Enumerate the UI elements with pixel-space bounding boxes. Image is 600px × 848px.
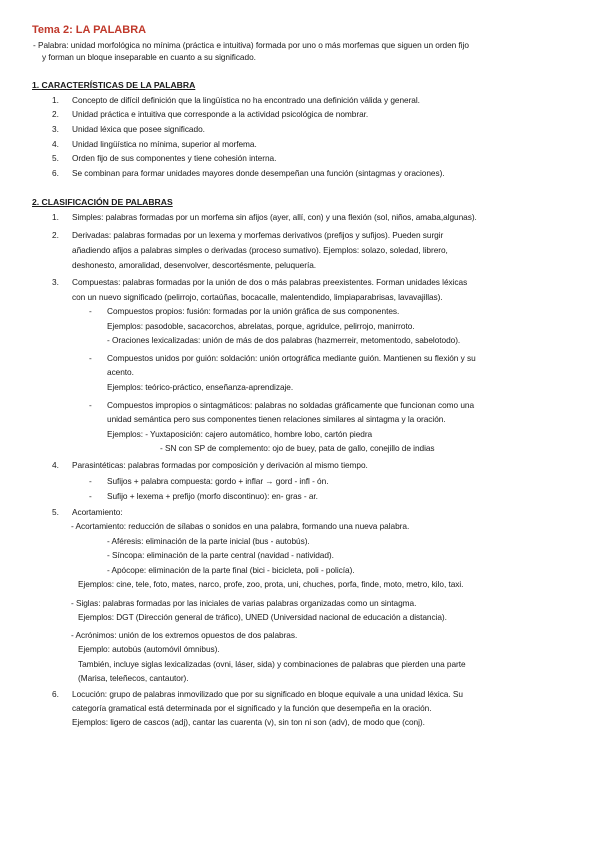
intro-line: y forman un bloque inseparable en cuanto a su significado. [42, 52, 256, 62]
text-line: Sufijos + palabra compuesta: gordo + inflar → gord - infl - ón. [107, 476, 329, 486]
text-line: También, incluye siglas lexicalizadas (ovni, láser, sida) y combinaciones de palabras que pierden una parte [78, 659, 466, 669]
text-line: Simples: palabras formadas por un morfema sin afijos (ayer, allí, con) y una flexión (sol, niños, amaba,algunas). [72, 212, 477, 222]
text-line: - Acrónimos: unión de los extremos opuestos de dos palabras. [71, 630, 298, 640]
intro-line: - Palabra: unidad morfológica no mínima (práctica e intuitiva) formada por uno o más morfemas que siguen un orden fijo [33, 40, 469, 50]
text-line: con un nuevo significado (pelirrojo, cortaúñas, bocacalle, malentendido, limpiaparabrisas, lavavajillas). [72, 292, 443, 302]
list-number: 1. [52, 212, 59, 222]
text-line: Ejemplos: - Yuxtaposición: cajero automático, hombre lobo, cartón piedra [107, 429, 373, 439]
text-line: Ejemplo: autobús (automóvil ómnibus). [78, 644, 220, 654]
text-line: categoría gramatical está determinada por el significado y la función que desempeña en la oración. [72, 703, 432, 713]
list-number: 6. [52, 168, 59, 178]
text-line: Ejemplos: ligero de cascos (adj), cantar las cuarenta (v), sin ton ni son (adv), de modo que (conj). [72, 717, 425, 727]
list-number: 4. [52, 139, 59, 149]
document-title: Tema 2: LA PALABRA [32, 24, 147, 36]
text-line: - Aféresis: eliminación de la parte inicial (bus - autobús). [107, 536, 310, 546]
text-line: - Apócope: eliminación de la parte final (bici - bicicleta, poli - policía). [107, 565, 355, 575]
text-line: Ejemplos: pasodoble, sacacorchos, abrelatas, porque, agridulce, pelirrojo, manirroto. [107, 321, 415, 331]
list-number: 5. [52, 507, 59, 517]
text-line: deshonesto, amoralidad, desenvolver, descortésmente, peluquería. [72, 260, 317, 270]
list-number: 5. [52, 153, 59, 163]
section-heading-classification: 2. CLASIFICACIÓN DE PALABRAS [32, 197, 173, 207]
list-item: Unidad práctica e intuitiva que corresponde a la actividad psicológica de nombrar. [72, 109, 369, 119]
text-line: - Oraciones lexicalizadas: unión de más de dos palabras (hazmerreir, metomentodo, sabelotodo). [107, 335, 461, 345]
text-line: - SN con SP de complemento: ojo de buey, pata de gallo, conejillo de indias [160, 443, 435, 453]
list-item: Se combinan para formar unidades mayores donde desempeñan una función (sintagmas y oraciones). [72, 168, 445, 178]
list-number: 2. [52, 230, 59, 240]
text-line: añadiendo afijos a palabras simples o derivadas (proceso sumativo). Ejemplos: solazo, soledad, librero, [72, 245, 448, 255]
list-item: Concepto de difícil definición que la lingüística no ha encontrado una definición válida y general. [72, 95, 420, 105]
list-number: 3. [52, 124, 59, 134]
text-line: (Marisa, teleñecos, cantautor). [78, 673, 189, 683]
list-number: 4. [52, 460, 59, 470]
list-number: 1. [52, 95, 59, 105]
text-line: Acortamiento: [72, 507, 123, 517]
text-line: Ejemplos: teórico-práctico, enseñanza-aprendizaje. [107, 382, 294, 392]
text-line: Compuestos propios: fusión: formadas por la unión gráfica de sus componentes. [107, 306, 400, 316]
bullet-dash: - [89, 400, 92, 410]
bullet-dash: - [89, 491, 92, 501]
bullet-dash: - [89, 476, 92, 486]
text-line: - Síncopa: eliminación de la parte central (navidad - natividad). [107, 550, 334, 560]
text-line: Parasintéticas: palabras formadas por composición y derivación al mismo tiempo. [72, 460, 368, 470]
list-number: 6. [52, 689, 59, 699]
text-line: Sufijo + lexema + prefijo (morfo discontinuo): en- gras - ar. [107, 491, 318, 501]
text-line: Compuestos impropios o sintagmáticos: palabras no soldadas gráficamente que funcionan como una [107, 400, 475, 410]
section-heading-characteristics: 1. CARACTERÍSTICAS DE LA PALABRA [32, 80, 196, 90]
bullet-dash: - [89, 353, 92, 363]
text-line: unidad semántica pero sus componentes tienen relaciones similares al sintagma y la oración. [107, 414, 446, 424]
text-line: - Acortamiento: reducción de sílabas o sonidos en una palabra, formando una nueva palabra. [71, 521, 410, 531]
list-item: Unidad léxica que posee significado. [72, 124, 205, 134]
bullet-dash: - [89, 306, 92, 316]
text-line: Locución: grupo de palabras inmovilizado que por su significado en bloque equivale a una unidad léxica. Su [72, 689, 463, 699]
text-line: Compuestas: palabras formadas por la unión de dos o más palabras preexistentes. Forman unidades léxicas [72, 277, 468, 287]
text-line: Ejemplos: cine, tele, foto, mates, narco, profe, zoo, prota, uni, chuches, porfa, finde, moto, metro, kilo, taxi. [78, 579, 464, 589]
text-line: Compuestos unidos por guión: soldación: unión ortográfica mediante guión. Mantienen su flexión y su [107, 353, 476, 363]
list-item: Unidad lingüística no mínima, superior al morfema. [72, 139, 257, 149]
list-item: Orden fijo de sus componentes y tiene cohesión interna. [72, 153, 277, 163]
text-line: Ejemplos: DGT (Dirección general de tráfico), UNED (Universidad nacional de educación a distancia). [78, 612, 447, 622]
text-line: Derivadas: palabras formadas por un lexema y morfemas derivativos (prefijos y sufijos). Pueden surgir [72, 230, 444, 240]
text-line: acento. [107, 367, 134, 377]
list-number: 2. [52, 109, 59, 119]
list-number: 3. [52, 277, 59, 287]
text-line: - Siglas: palabras formadas por las iniciales de varias palabras organizadas como un sintagma. [71, 598, 417, 608]
